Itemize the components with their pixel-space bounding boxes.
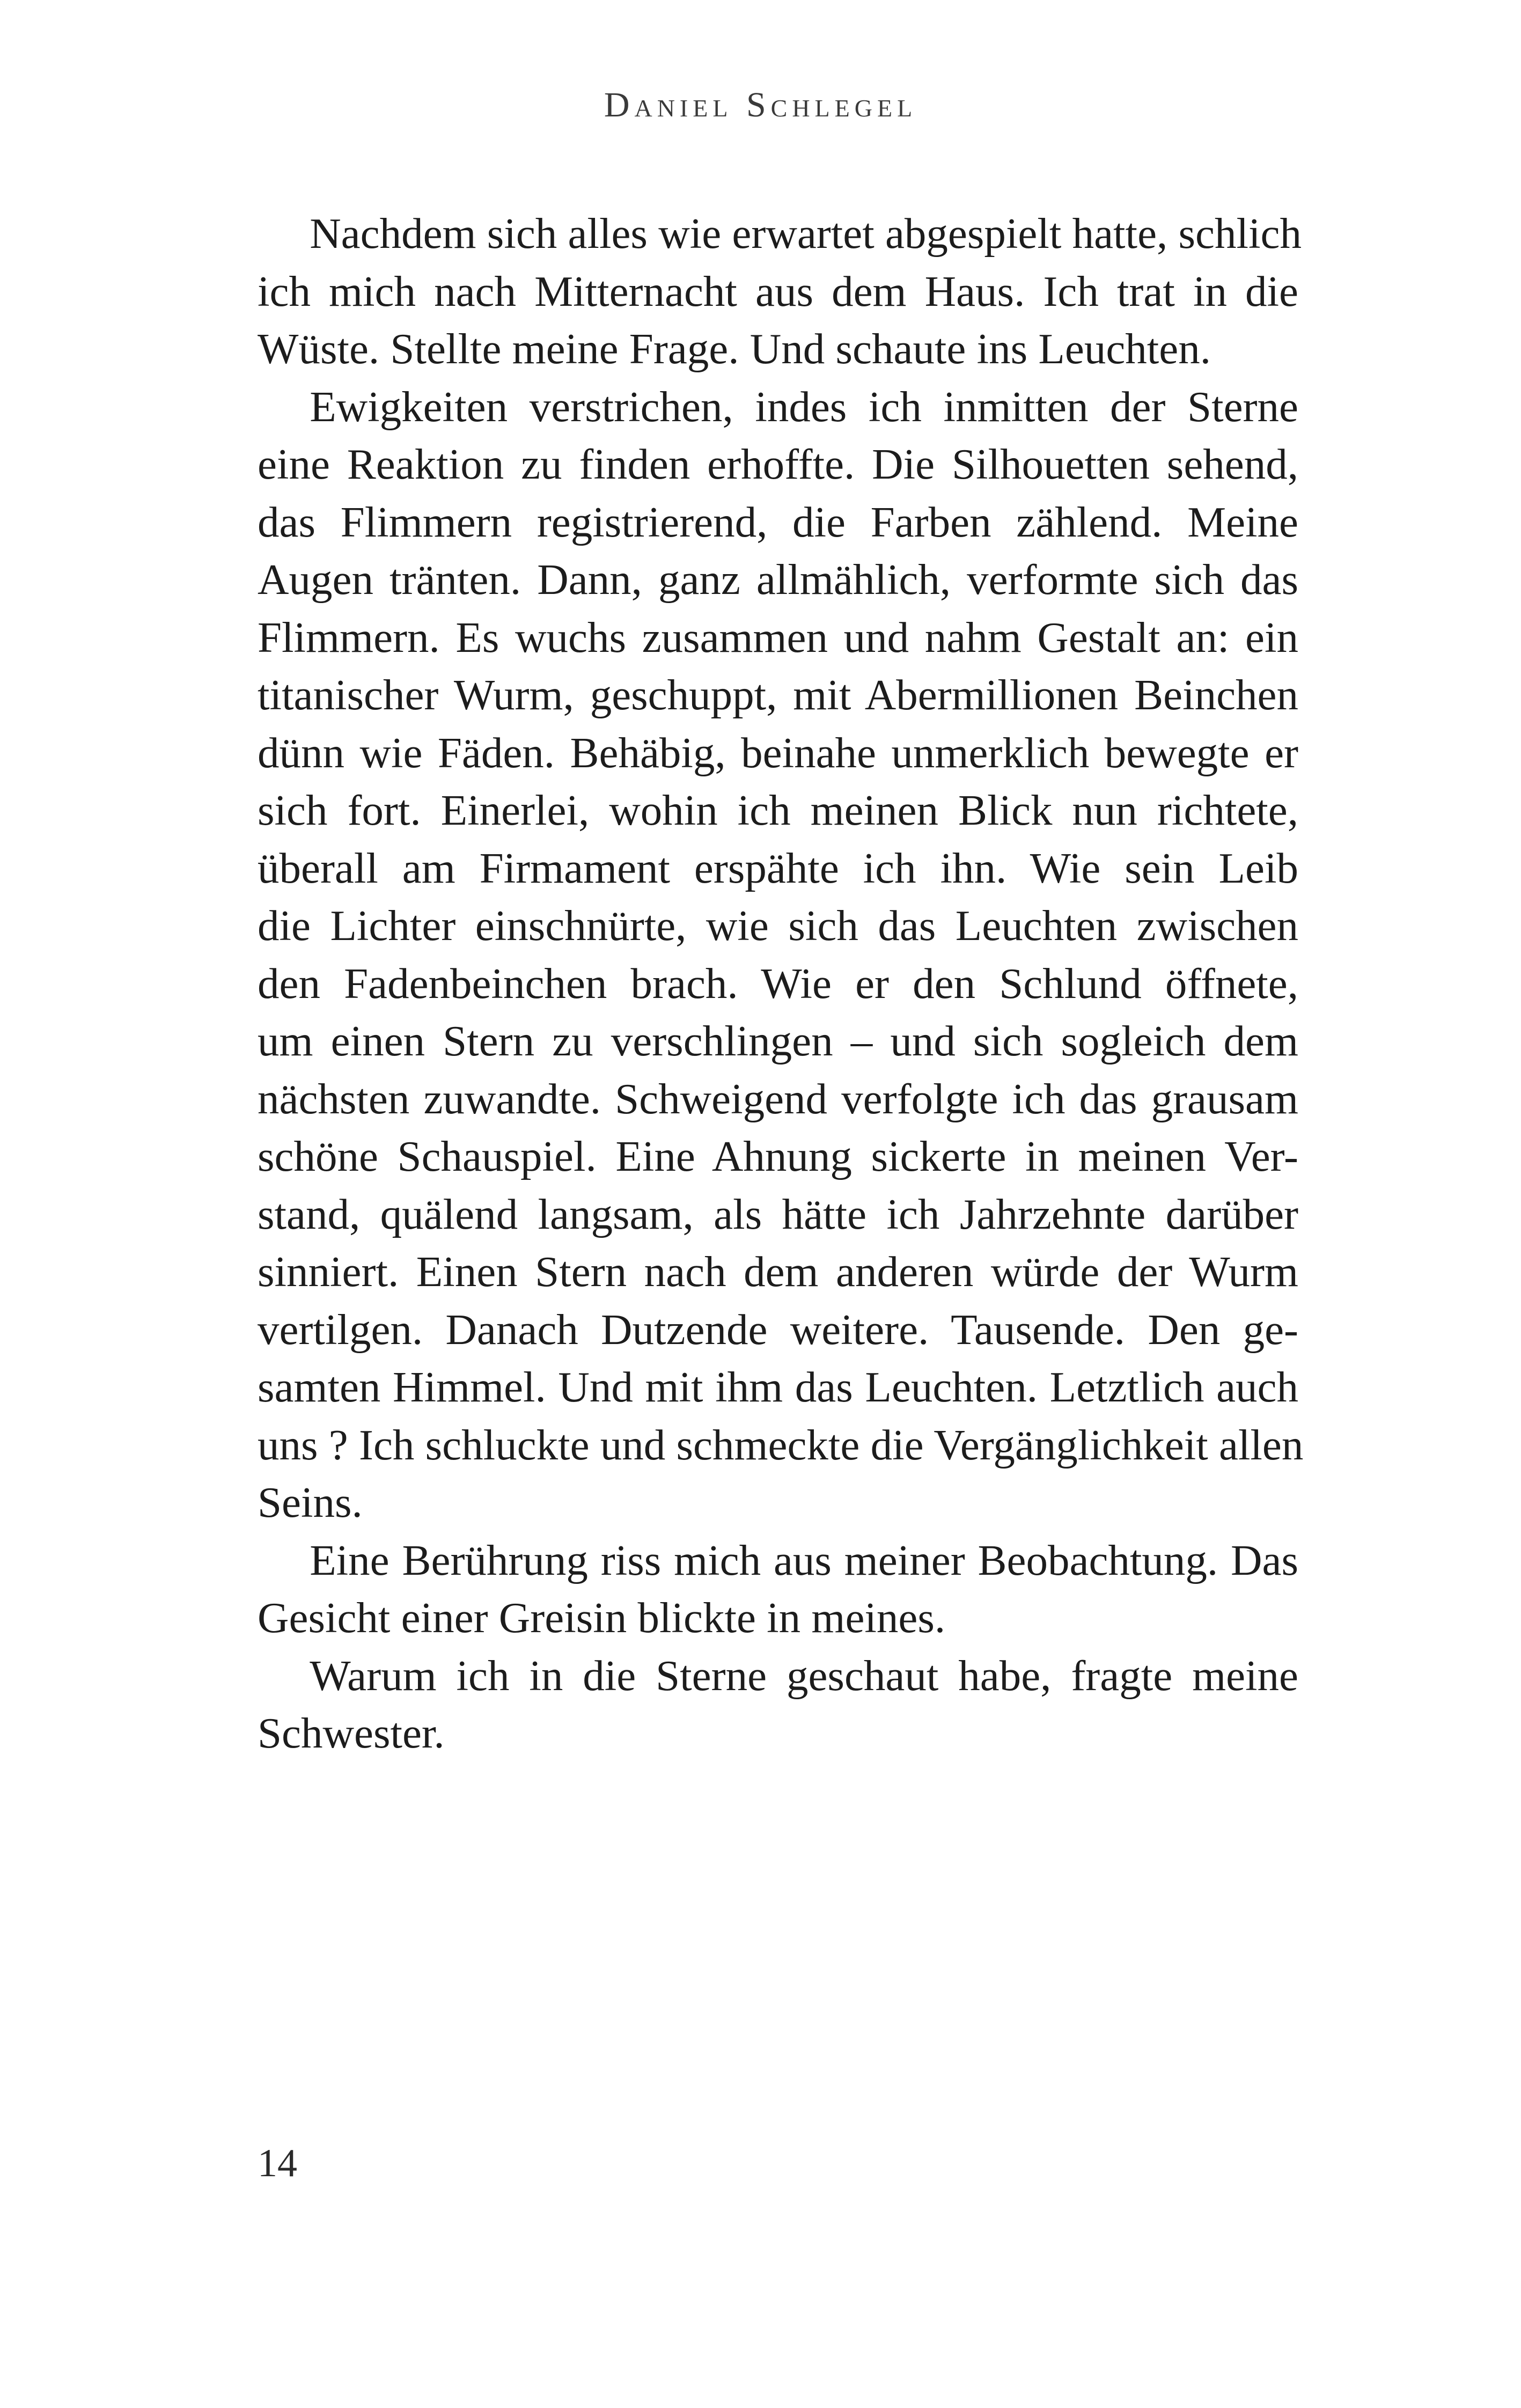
text-line: eine Reaktion zu finden erhoffte. Die Silhouetten sehend, [258,440,1298,488]
text-line: titanischer Wurm, geschuppt, mit Abermillionen Beinchen [258,671,1298,719]
text-line: schöne Schauspiel. Eine Ahnung sickerte in meinen Ver- [258,1132,1298,1180]
paragraph-2 [258,378,1304,1532]
text-line: samten Himmel. Und mit ihm das Leuchten. Letztlich auch [258,1363,1298,1411]
text-line: sinniert. Einen Stern nach dem anderen würde der Wurm [258,1247,1298,1296]
text-line: sich fort. Einerlei, wohin ich meinen Blick nun richtete, [258,786,1298,834]
text-line: Augen tränten. Dann, ganz allmählich, verformte sich das [258,555,1298,604]
text-line: um einen Stern zu verschlingen – und sich sogleich dem [258,1017,1298,1065]
page-number: 14 [258,2141,297,2185]
text-line: Gesicht einer Greisin blickte in meines. [258,1594,946,1642]
text-line: uns ? Ich schluckte und schmeckte die Vergänglichkeit allen [258,1420,1304,1469]
text-line: Nachdem sich alles wie erwartet abgespielt hatte, schlich [310,209,1302,258]
text-line: ich mich nach Mitternacht aus dem Haus. Ich trat in die [258,267,1298,315]
paragraph-1 [258,205,1302,378]
text-line: Seins. [258,1478,363,1526]
text-line: die Lichter einschnürte, wie sich das Leuchten zwischen [258,901,1298,950]
text-line: Schwester. [258,1709,445,1757]
text-line: dünn wie Fäden. Behäbig, beinahe unmerklich bewegte er [258,728,1298,777]
text-line: das Flimmern registrierend, die Farben zählend. Meine [258,497,1298,546]
text-line: nächsten zuwandte. Schweigend verfolgte ich das grausam [258,1074,1298,1123]
text-line: überall am Firmament erspähte ich ihn. Wie sein Leib [258,843,1298,892]
text-line: stand, quälend langsam, als hätte ich Jahrzehnte darüber [258,1190,1298,1238]
text-line: Flimmern. Es wuchs zusammen und nahm Gestalt an: ein [258,613,1298,662]
running-head: Daniel Schlegel [604,85,917,124]
text-line: Warum ich in die Sterne geschaut habe, fragte meine [310,1651,1298,1700]
text-line: Eine Berührung riss mich aus meiner Beobachtung. Das [310,1536,1298,1584]
text-line: den Fadenbeinchen brach. Wie er den Schlund öffnete, [258,959,1298,1008]
body-text [258,205,1304,1763]
text-line: Wüste. Stellte meine Frage. Und schaute ins Leuchten. [258,325,1211,373]
text-line: Ewigkeiten verstrichen, indes ich inmitten der Sterne [310,382,1298,431]
paragraph-3 [258,1532,1298,1647]
text-line: vertilgen. Danach Dutzende weitere. Tausende. Den ge- [258,1305,1298,1354]
paragraph-4 [258,1647,1298,1763]
